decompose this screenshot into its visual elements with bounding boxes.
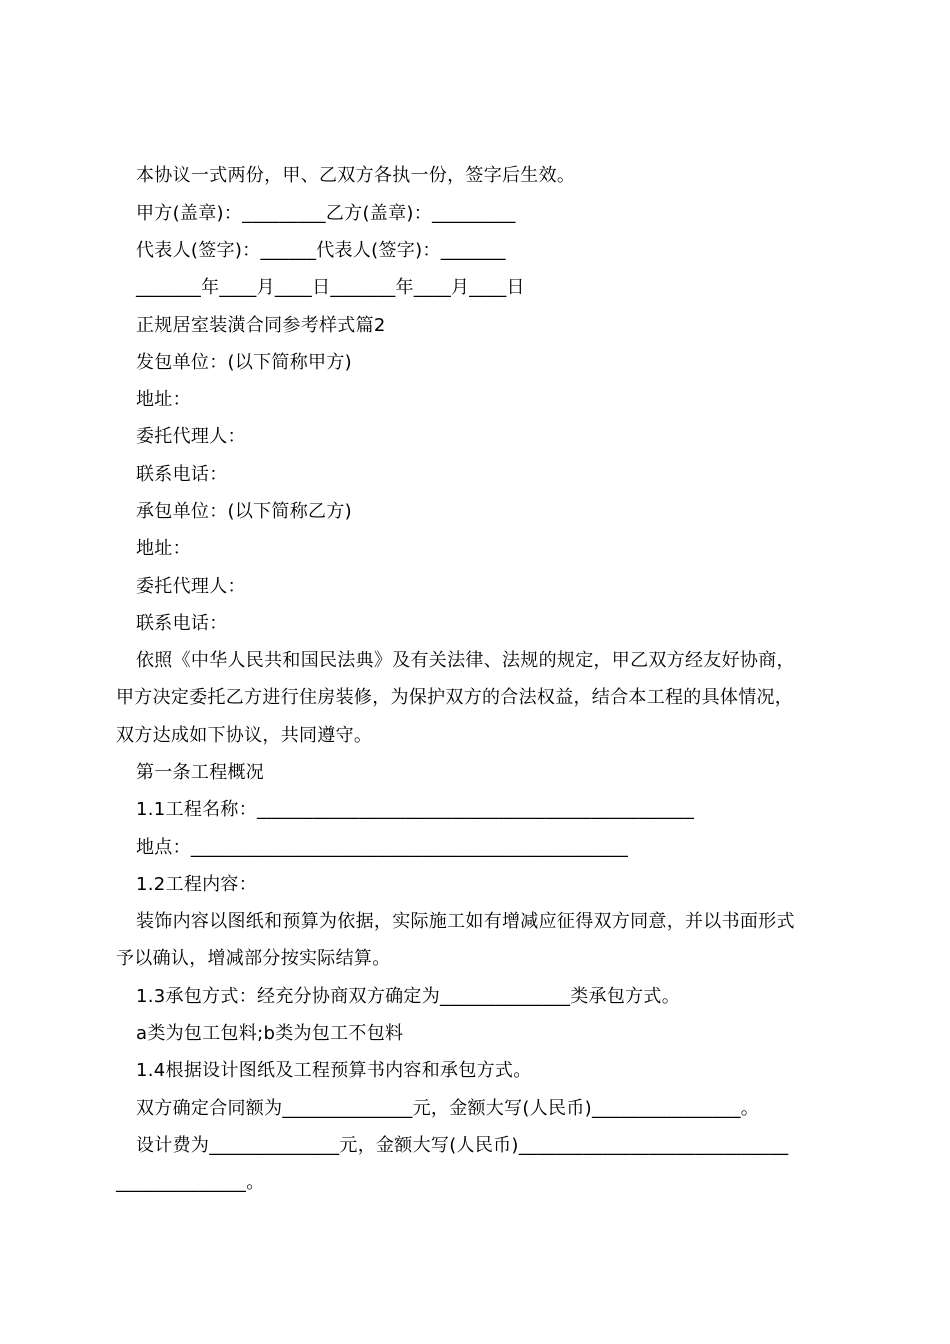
contractor-agent: 委托代理人： [136,576,246,597]
employer-unit: 发包单位：(以下简称甲方) [136,352,352,373]
contract-mode-types: a类为包工包料;b类为包工不包料 [136,1023,404,1044]
contract-amount: 双方确定合同额为______________元，金额大写(人民币)________________。 [136,1098,760,1119]
content-line-2: 予以确认，增减部分按实际结算。 [116,948,391,969]
budget-basis: 1.4根据设计图纸及工程预算书内容和承包方式。 [136,1060,532,1081]
project-location: 地点：_______________________________________________ [136,837,628,858]
article-1-heading: 第一条工程概况 [136,762,265,783]
contract-mode: 1.3承包方式：经充分协商双方确定为______________类承包方式。 [136,986,681,1007]
contractor-address: 地址： [136,538,191,559]
section-title: 正规居室装潢合同参考样式篇2 [136,315,386,336]
project-content: 1.2工程内容： [136,874,258,895]
preamble-line-2: 甲方决定委托乙方进行住房装修，为保护双方的合法权益，结合本工程的具体情况， [116,687,794,708]
preamble-line-1: 依照《中华人民共和国民法典》及有关法律、法规的规定，甲乙双方经友好协商， [136,650,795,671]
design-fee-cont: ______________。 [116,1172,265,1193]
employer-agent: 委托代理人： [136,426,246,447]
employer-phone: 联系电话： [136,464,228,485]
project-name: 1.1工程名称：_______________________________________________ [136,799,695,820]
signature-line: 代表人(签字)：______代表人(签字)：_______ [136,240,506,261]
seal-line: 甲方(盖章)：_________乙方(盖章)：_________ [136,203,516,224]
date-line: _______年____月____日_______年____月____日 [136,277,525,298]
content-line-1: 装饰内容以图纸和预算为依据，实际施工如有增减应征得双方同意，并以书面形式 [136,911,795,932]
closing-clause: 本协议一式两份，甲、乙双方各执一份，签字后生效。 [136,165,576,186]
employer-address: 地址： [136,389,191,410]
preamble-line-3: 双方达成如下协议，共同遵守。 [116,725,373,746]
contractor-unit: 承包单位：(以下简称乙方) [136,501,352,522]
design-fee: 设计费为______________元，金额大写(人民币)_____________________________ [136,1135,789,1156]
contractor-phone: 联系电话： [136,613,228,634]
